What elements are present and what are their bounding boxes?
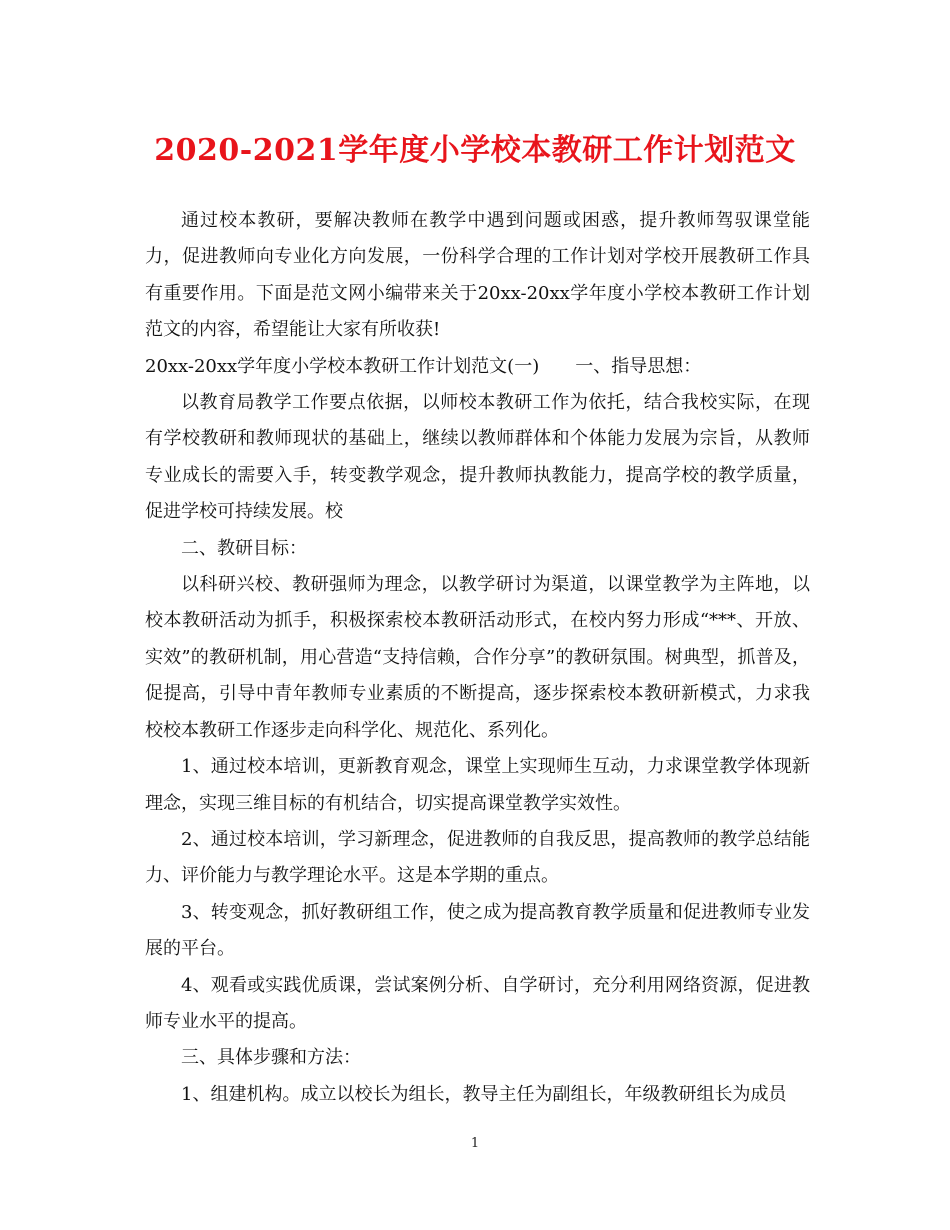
page-number: 1	[470, 1136, 480, 1151]
paragraph-intro: 通过校本教研，要解决教师在教学中遇到问题或困惑，提升教师驾驭课堂能力，促进教师向专业化方向发展，一份科学合理的工作计划对学校开展教研工作具有重要作用。下面是范文网小编带来关于20xx-20xx学年度小学校本教研工作计划范文的内容，希望能让大家有所收获!	[145, 210, 810, 341]
section-heading-steps-methods: 三、具体步骤和方法：	[181, 1047, 361, 1069]
section-heading-research-goals: 二、教研目标：	[181, 537, 307, 559]
list-item-goal-4: 4、观看或实践优质课，尝试案例分析、自学研讨，充分利用网络资源，促进教师专业水平的提高。	[145, 974, 810, 1032]
list-item-goal-2: 2、通过校本培训，学习新理念，促进教师的自我反思，提高教师的教学总结能力、评价能力与教学理论水平。这是本学期的重点。	[145, 828, 810, 887]
document-title: 2020-2021学年度小学校本教研工作计划范文	[154, 133, 796, 168]
paragraph-guiding-ideology: 以教育局教学工作要点依据，以师校本教研工作为依托，结合我校实际，在现有学校教研和教师现状的基础上，继续以教师群体和个体能力发展为宗旨，从教师专业成长的需要入手，转变教学观念，提升教师执教能力，提高学校的教学质量，促进学校可持续发展。校	[145, 392, 810, 523]
list-item-goal-3: 3、转变观念，抓好教研组工作，使之成为提高教育教学质量和促进教师专业发展的平台。	[145, 901, 810, 960]
paragraph-research-goals: 以科研兴校、教研强师为理念，以教学研讨为渠道，以课堂教学为主阵地，以校本教研活动为抓手，积极探索校本教研活动形式，在校内努力形成“***、开放、实效”的教研机制，用心营造“支持信赖，合作分享”的教研氛围。树典型，抓普及，促提高，引导中青年教师专业素质的不断提高，逐步探索校本教研新模式，力求我校校本教研工作逐步走向科学化、规范化、系列化。	[145, 574, 810, 741]
list-item-goal-1: 1、通过校本培训，更新教育观念，课堂上实现师生互动，力求课堂教学体现新理念，实现三维目标的有机结合，切实提高课堂教学实效性。	[145, 756, 810, 814]
paragraph-section-heading-1: 20xx-20xx学年度小学校本教研工作计划范文(一) 一、指导思想：	[145, 355, 702, 377]
list-item-step-1: 1、组建机构。成立以校长为组长，教导主任为副组长，年级教研组长为成员	[181, 1083, 787, 1105]
document-body	[145, 203, 810, 1113]
